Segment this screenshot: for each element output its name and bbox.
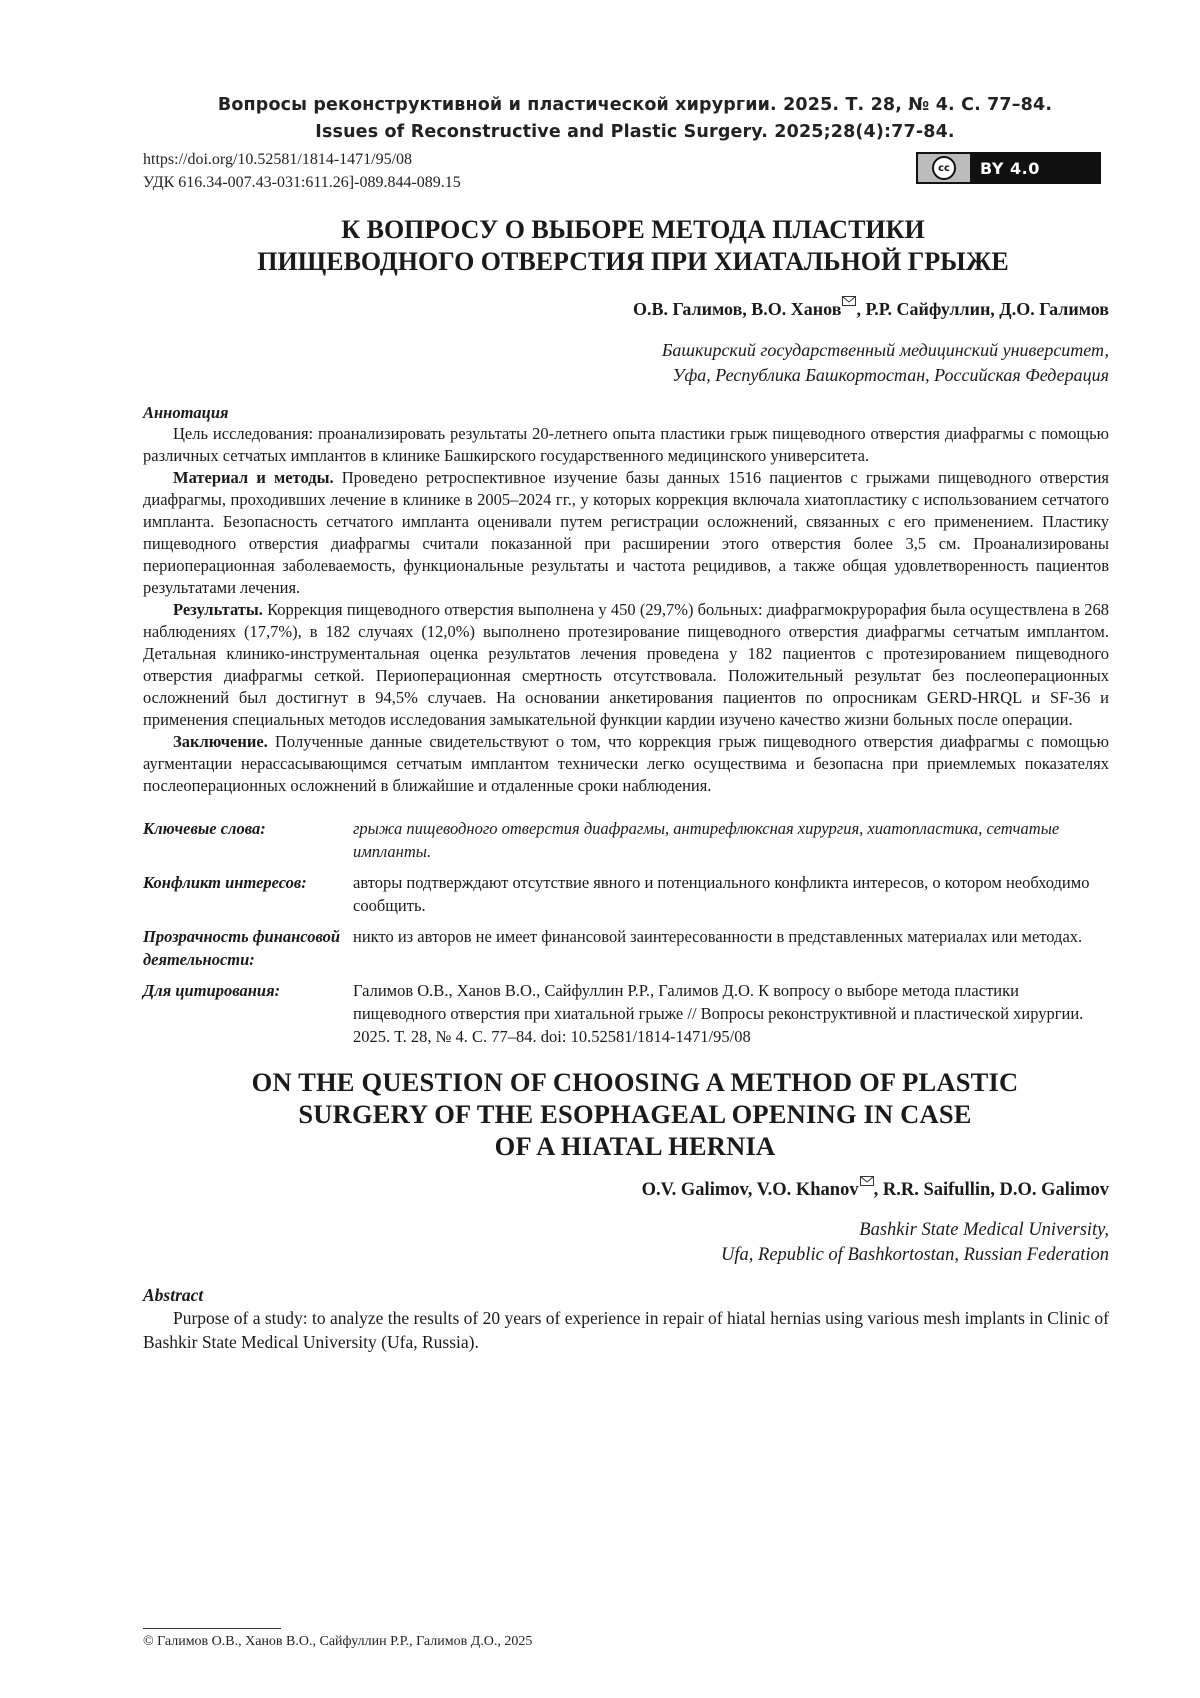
- article-metadata-table: [143, 817, 1109, 1056]
- metadata-value: Галимов О.В., Ханов В.О., Сайфуллин Р.Р., Галимов Д.О. К вопросу о выборе метода пластики пищеводного отверстия при хиатальной грыже // Вопросы реконструктивной и пластической хирургии. 2025. Т. 28, № 4. С. 77–84. doi: 10.52581/1814-1471/95/08: [353, 981, 1084, 1046]
- authors-en-part-1: O.V. Galimov, V.O. Khanov: [641, 1180, 859, 1200]
- authors-en: [143, 1176, 1109, 1202]
- license-label: BY 4.0: [980, 158, 1040, 178]
- metadata-row-keywords: [143, 817, 1109, 871]
- abstract-methods: [143, 467, 1109, 599]
- authors-ru-part-2: , Р.Р. Сайфуллин, Д.О. Галимов: [856, 299, 1109, 319]
- article-page: [143, 92, 1109, 1354]
- abstract-heading-en: Abstract: [143, 1285, 204, 1305]
- footer-divider: [143, 1628, 281, 1629]
- affiliation-en: [143, 1218, 1109, 1268]
- metadata-key: Конфликт интересов:: [143, 873, 307, 892]
- doi-link[interactable]: https://doi.org/10.52581/1814-1471/95/08: [143, 151, 413, 168]
- metadata-value: авторы подтверждают отсутствие явного и потенциального конфликта интересов, о котором необходимо сообщить.: [353, 873, 1090, 915]
- title-en-line-2: SURGERY OF THE ESOPHAGEAL OPENING IN CASE: [298, 1099, 972, 1129]
- copyright-footer: © Галимов О.В., Ханов В.О., Сайфуллин Р.Р., Галимов Д.О., 2025: [143, 1634, 533, 1649]
- title-ru-line-2: ПИЩЕВОДНОГО ОТВЕРСТИЯ ПРИ ХИАТАЛЬНОЙ ГРЫЖЕ: [257, 247, 1009, 276]
- metadata-row-conflict: [143, 871, 1109, 925]
- results-text: Коррекция пищеводного отверстия выполнена у 450 (29,7%) больных: диафрагмокрурорафия была осуществлена в 268 наблюдениях (17,7%), в 182 случаях (12,0%) выполнено протезирование пищеводного отверстия диафрагмы сетчатым имплантом. Детальная клинико-инструментальная оценка результатов лечения проведена у 182 пациентов с протезированием пищеводного отверстия диафрагмы сеткой. Периоперационная смертность отсутствовала. Положительный результат без послеоперационных осложнений был достигнут в 94,5% случаев. На основании анкетирования пациентов по опросникам GERD-HRQL и SF-36 и применения специальных методов исследования замыкательной функции кардии изучено качество жизни больных после операции.: [143, 600, 1109, 729]
- abstract-results: [143, 599, 1109, 731]
- article-title-en: [161, 1066, 1109, 1162]
- metadata-key: Прозрачность финансовой деятельности:: [143, 927, 341, 969]
- results-label: Результаты.: [173, 600, 263, 619]
- metadata-key: Для цитирования:: [143, 981, 281, 1000]
- journal-title-ru: Вопросы реконструктивной и пластической хирургии. 2025. Т. 28, № 4. С. 77–84.: [217, 95, 1053, 115]
- metadata-value: грыжа пищеводного отверстия диафрагмы, антирефлюксная хирургия, хиатопластика, сетчатые импланты.: [353, 819, 1060, 861]
- methods-text: Проведено ретроспективное изучение базы данных 1516 пациентов с грыжами пищеводного отверстия диафрагмы, проходивших лечение в клинике в 2005–2024 гг., у которых коррекция включала хиатопластику с использованием сетчатого импланта. Безопасность сетчатого импланта оценивали путем регистрации осложнений, связанных с его применением. Пластику пищеводного отверстия диафрагмы считали показанной при расширении этого отверстия более 3,5 см. Проанализированы периоперационная заболеваемость, функциональные результаты и частота рецидивов, а также общая удовлетворенность пациентов результатами лечения.: [143, 468, 1109, 597]
- authors-ru: [143, 296, 1109, 321]
- abstract-purpose-en: Purpose of a study: to analyze the results of 20 years of experience in repair of hiatal hernias using various mesh implants in Clinic of Bashkir State Medical University (Ufa, Russia).: [143, 1308, 1110, 1352]
- title-en-line-1: ON THE QUESTION OF CHOOSING A METHOD OF PLASTIC: [251, 1067, 1019, 1097]
- article-title-ru: [157, 214, 1109, 278]
- journal-header: [161, 92, 1109, 146]
- metadata-row-funding: [143, 925, 1109, 979]
- conclusion-label: Заключение.: [173, 732, 268, 751]
- affiliation-ru: [143, 338, 1109, 388]
- cc-logo-area: [918, 154, 970, 182]
- title-ru-line-1: К ВОПРОСУ О ВЫБОРЕ МЕТОДА ПЛАСТИКИ: [341, 215, 925, 244]
- title-en-line-3: OF A HIATAL HERNIA: [494, 1131, 776, 1161]
- metadata-key: Ключевые слова:: [143, 819, 266, 838]
- creative-commons-icon: cc: [932, 156, 956, 180]
- affiliation-en-line-2: Ufa, Republic of Bashkortostan, Russian Federation: [721, 1245, 1109, 1265]
- cc-license-badge[interactable]: [916, 152, 1101, 184]
- envelope-icon: [860, 1176, 874, 1186]
- metadata-row-citation: [143, 979, 1109, 1056]
- envelope-icon: [842, 296, 856, 306]
- udk-code: УДК 616.34-007.43-031:611.26]-089.844-089.15: [143, 174, 461, 191]
- abstract-aim: Цель исследования: проанализировать результаты 20-летнего опыта пластики грыж пищеводного отверстия диафрагмы с помощью различных сетчатых имплантов в клинике Башкирского государственного медицинского университета.: [143, 424, 1109, 465]
- affiliation-ru-line-1: Башкирский государственный медицинский университет,: [661, 340, 1109, 360]
- authors-en-part-2: , R.R. Saifullin, D.O. Galimov: [873, 1180, 1109, 1200]
- affiliation-en-line-1: Bashkir State Medical University,: [859, 1220, 1109, 1240]
- abstract-heading-ru: Аннотация: [143, 403, 229, 422]
- identifiers: [143, 148, 461, 194]
- metadata-value: никто из авторов не имеет финансовой заинтересованности в представленных материалах или методах.: [353, 927, 1083, 946]
- journal-title-en: Issues of Reconstructive and Plastic Surgery. 2025;28(4):77-84.: [315, 122, 955, 142]
- conclusion-text: Полученные данные свидетельствуют о том, что коррекция грыж пищеводного отверстия диафрагмы с помощью аугментации нерассасывающимся сетчатым имплантом технически легко осуществима и безопасна при приемлемых показателях послеоперационных осложнений в ближайшие и отдаленные сроки наблюдения.: [143, 732, 1109, 795]
- affiliation-ru-line-2: Уфа, Республика Башкортостан, Российская Федерация: [672, 365, 1109, 385]
- abstract-conclusion: [143, 731, 1109, 797]
- methods-label: Материал и методы.: [173, 468, 334, 487]
- doi-udk-row: [143, 148, 1109, 194]
- authors-ru-part-1: О.В. Галимов, В.О. Ханов: [633, 299, 842, 319]
